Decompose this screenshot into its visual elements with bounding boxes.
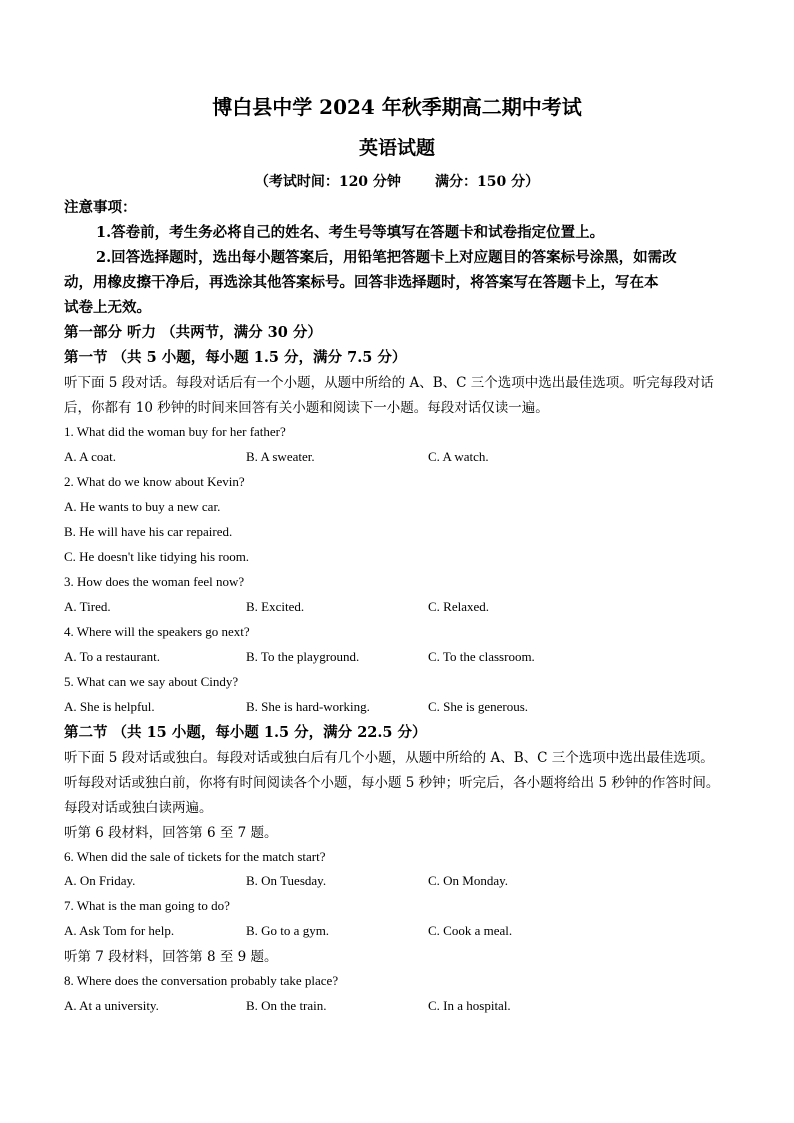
section1-instructions-line-2: 后，你都有 10 秒钟的时间来回答有关小题和阅读下一小题。每段对话仅读一遍。 [64, 400, 549, 416]
notes-item-2-line-3: 试卷上无效。 [64, 299, 151, 316]
option-c: C. On Monday. [428, 873, 509, 888]
option-a: A. He wants to buy a new car. [64, 499, 221, 514]
option-c: C. To the classroom. [428, 649, 535, 664]
option-a: A. She is helpful. [64, 699, 155, 714]
option-c: C. Cook a meal. [428, 923, 513, 938]
option-b: B. To the playground. [246, 649, 360, 664]
section2-instructions-line-1: 听下面 5 段对话或独白。每段对话或独白后有几个小题，从题中所给的 A、B、C 三个选项中选出最佳选项。 [64, 750, 714, 766]
notes-item-2-line-2: 动，用橡皮擦干净后，再选涂其他答案标号。回答非选择题时，将答案写在答题卡上，写在本 [64, 274, 659, 291]
section2-heading: 第二节 （共 15 小题，每小题 1.5 分，满分 22.5 分） [64, 724, 427, 741]
option-a: A. A coat. [64, 449, 116, 464]
question-stem: 3. How does the woman feel now? [64, 574, 245, 589]
question-stem: 5. What can we say about Cindy? [64, 674, 239, 689]
option-c: C. In a hospital. [428, 998, 511, 1013]
question-stem: 7. What is the man going to do? [64, 898, 230, 913]
option-b: B. Excited. [246, 599, 305, 614]
option-c: C. Relaxed. [428, 599, 490, 614]
option-a: A. To a restaurant. [64, 649, 160, 664]
option-c: C. She is generous. [428, 699, 529, 714]
section2-instructions-line-2: 听每段对话或独白前，你将有时间阅读各个小题，每小题 5 秒钟；听完后，各小题将给出 5 秒钟的作答时间。 [64, 775, 720, 791]
material-7-label: 听第 7 段材料，回答第 8 至 9 题。 [64, 949, 278, 965]
option-b: B. She is hard-working. [246, 699, 370, 714]
option-c: C. He doesn't like tidying his room. [64, 549, 250, 564]
option-a: A. Ask Tom for help. [64, 923, 175, 938]
question-stem: 2. What do we know about Kevin? [64, 474, 245, 489]
notes-item-1: 1.答卷前，考生务必将自己的姓名、考生号等填写在答题卡和试卷指定位置上。 [96, 224, 605, 241]
question-stem: 4. Where will the speakers go next? [64, 624, 250, 639]
section2-instructions-line-3: 每段对话或独白读两遍。 [64, 800, 213, 816]
option-a: A. On Friday. [64, 873, 136, 888]
part1-heading: 第一部分 听力 （共两节，满分 30 分） [64, 324, 322, 341]
exam-subtitle: 英语试题 [358, 137, 435, 159]
option-b: B. Go to a gym. [246, 923, 330, 938]
notes-item-2-line-1: 2.回答选择题时，选出每小题答案后，用铅笔把答题卡上对应题目的答案标号涂黑，如需改 [96, 249, 677, 266]
exam-meta: （考试时间：120 分钟 满分：150 分） [254, 174, 540, 190]
option-b: B. On the train. [246, 998, 327, 1013]
material-6-label: 听第 6 段材料，回答第 6 至 7 题。 [64, 825, 278, 841]
section1-heading: 第一节 （共 5 小题，每小题 1.5 分，满分 7.5 分） [64, 349, 407, 366]
option-a: A. At a university. [64, 998, 159, 1013]
option-b: B. On Tuesday. [246, 873, 327, 888]
option-a: A. Tired. [64, 599, 111, 614]
question-stem: 8. Where does the conversation probably take place? [64, 973, 339, 988]
section1-instructions-line-1: 听下面 5 段对话。每段对话后有一个小题，从题中所给的 A、B、C 三个选项中选出最佳选项。听完每段对话 [64, 375, 714, 391]
option-c: C. A watch. [428, 449, 489, 464]
question-stem: 1. What did the woman buy for her father? [64, 424, 286, 439]
question-stem: 6. When did the sale of tickets for the match start? [64, 849, 326, 864]
notes-heading: 注意事项： [64, 199, 137, 216]
option-b: B. A sweater. [246, 449, 315, 464]
option-b: B. He will have his car repaired. [64, 524, 233, 539]
exam-title: 博白县中学 2024 年秋季期高二期中考试 [212, 95, 582, 119]
